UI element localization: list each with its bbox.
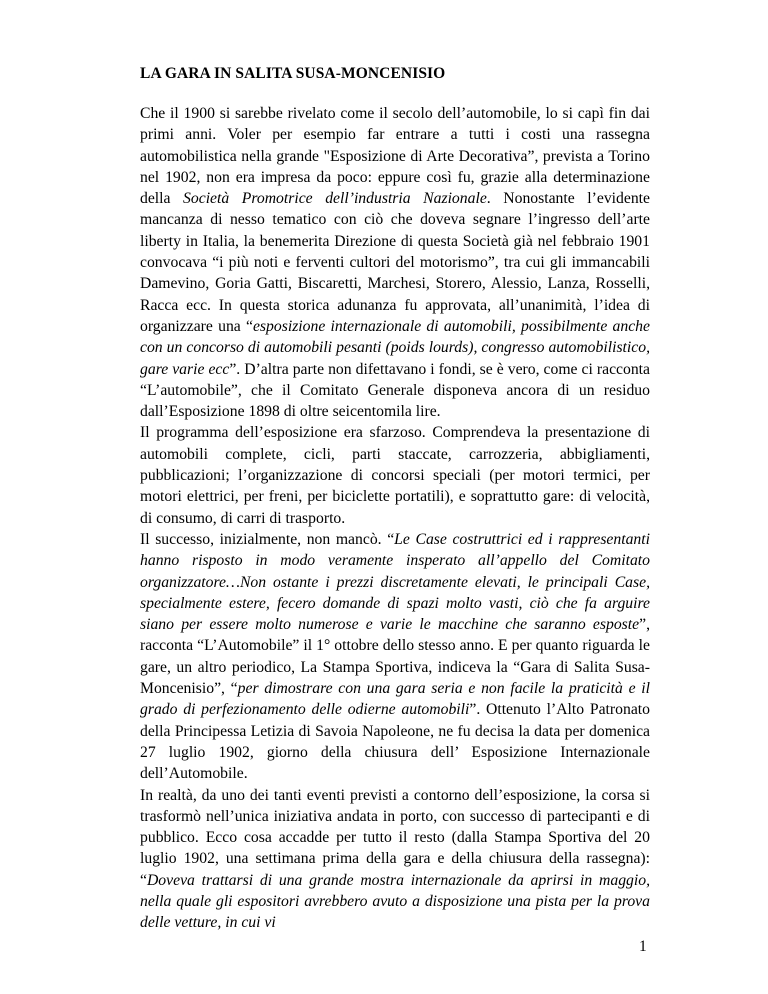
document-title: LA GARA IN SALITA SUSA-MONCENISIO — [140, 65, 446, 82]
page-number: 1 — [639, 938, 647, 955]
italic-run: per dimostrare con una gara seria e non facile la praticità e il grado di perfezionamento delle odierne automobili — [140, 680, 650, 719]
text-run: In realtà, da uno dei tanti eventi previsti a contorno dell’esposizione, la corsa si trasformò nell’unica iniziativa andata in porto, con successo di partecipanti e di pubblico. Ecco cosa accadde per tutto il resto (dalla Stampa Sportiva del 20 luglio 1902, una settimana prima della gara e della chiusura della rassegna): “ — [140, 786, 650, 889]
italic-run: esposizione internazionale di automobili, possibilmente anche con un concorso di automobili pesanti (poids lourds), congresso automobilistico, gare varie ecc — [140, 317, 650, 378]
paragraph-4 — [140, 785, 650, 934]
paragraph-2 — [140, 422, 650, 528]
italic-run: Società Promotrice dell’industria Nazionale — [183, 190, 487, 208]
italic-run: Le Case costruttrici ed i rappresentanti hanno risposto in modo veramente insperato all’appello del Comitato organizzatore…Non ostante i prezzi discretamente elevati, le principali Case, specialmente estere, fecero domande di spazi molto vasti, ciò che fa arguire siano per essere molto numerose e varie le macchine che saranno esposte — [140, 530, 650, 634]
paragraph-3 — [140, 529, 650, 785]
text-run: ”, racconta “L’Automobile” il 1° ottobre dello stesso anno. E per quanto riguarda le gare, un altro periodico, La Stampa Sportiva, indiceva la “Gara di Salita Susa-Moncenisio”, “ — [140, 616, 650, 698]
text-run: Che il 1900 si sarebbe rivelato come il secolo dell’automobile, lo si capì fin dai primi anni. Voler per esempio far entrare a tutti i costi una rassegna automobilistica nella grande "Esposizione di Arte Decorativa”, prevista a Torino nel 1902, non era impresa da poco: eppure così fu, grazie alla determinazione della — [140, 105, 650, 208]
italic-run: Doveva trattarsi di una grande mostra internazionale da aprirsi in maggio, nella quale gli espositori avrebbero avuto a disposizione una pista per la prova delle vetture, in cui vi — [140, 871, 650, 932]
text-run: Il successo, inizialmente, non mancò. “ — [140, 530, 395, 548]
text-run: Il programma dell’esposizione era sfarzoso. Comprendeva la presentazione di automobili complete, cicli, parti staccate, carrozzeria, abbigliamenti, pubblicazioni; l’organizzazione di concorsi speciali (per motori termici, per motori elettrici, per freni, per biciclette portatili), e soprattutto gare: di velocità, di consumo, di carri di trasporto. — [140, 424, 650, 527]
text-run: ”. Ottenuto l’Alto Patronato della Principessa Letizia di Savoia Napoleone, ne fu decisa la data per domenica 27 luglio 1902, giorno della chiusura dell’ Esposizione Internazionale dell’Automobile. — [140, 701, 650, 783]
text-run: ”. D’altra parte non difettavano i fondi, se è vero, come ci racconta “L’automobile”, che il Comitato Generale disponeva ancora di un residuo dall’Esposizione 1898 di oltre seicentomila lire. — [140, 360, 650, 421]
document-body — [140, 103, 650, 934]
text-run: . Nonostante l’evidente mancanza di nesso tematico con ciò che doveva segnare l’ingresso dell’arte liberty in Italia, la benemerita Direzione di questa Società già nel febbraio 1901 convocava “i più noti e ferventi cultori del motorismo”, tra cui gli immancabili Damevino, Goria Gatti, Biscaretti, Marchesi, Storero, Alessio, Lanza, Rosselli, Racca ecc. In questa storica adunanza fu approvata, all’unanimità, l’idea di organizzare una “ — [140, 190, 650, 335]
paragraph-1 — [140, 103, 650, 422]
